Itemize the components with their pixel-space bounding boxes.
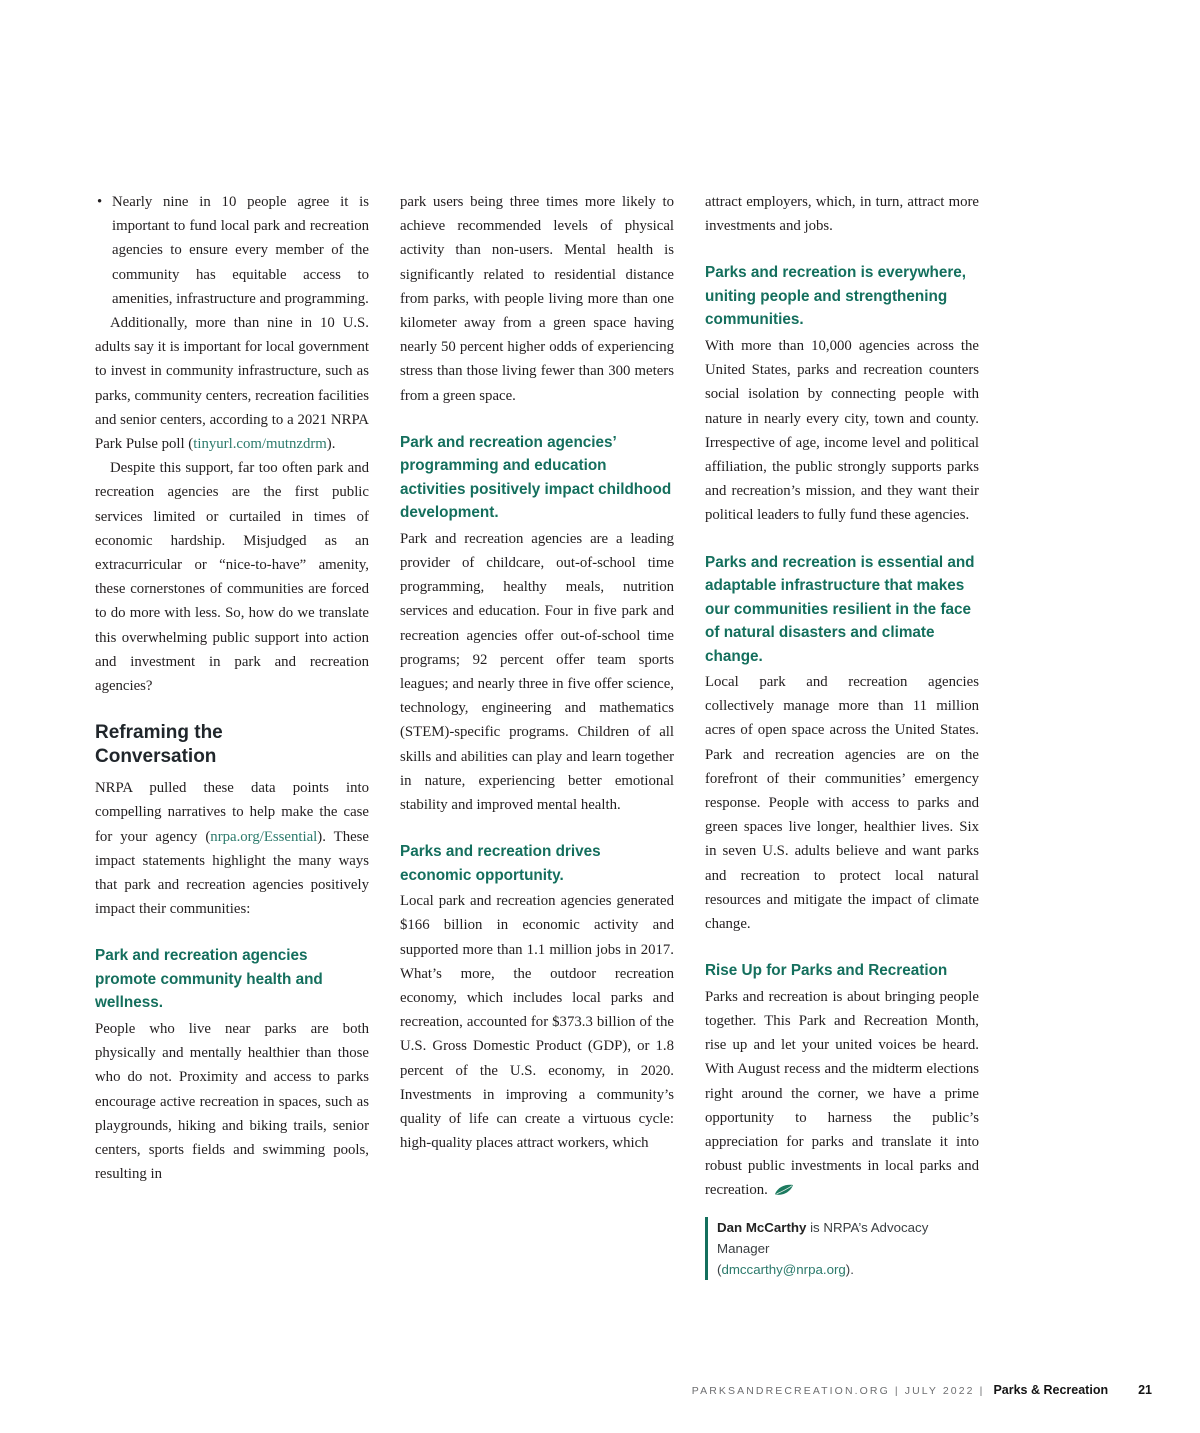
article-columns — [95, 190, 979, 1280]
body-paragraph: With more than 10,000 agencies across the United States, parks and recreation counters social isolation by connecting people with nature in nearly every city, town and county. Irrespective of age, income level and political affiliation, the public strongly supports parks and recreation’s mission, and they want their political leaders to fully fund these agencies. — [705, 337, 979, 524]
body-paragraph — [95, 190, 369, 311]
author-byline — [705, 1217, 979, 1280]
body-paragraph: Local park and recreation agencies collectively manage more than 11 million acres of open space across the United States. Park and recreation agencies are on the forefront of their communities’ emergency response. People with access to parks and green spaces live longer, healthier lives. Six in seven U.S. adults believe and want parks and recreation to protect local natural resources and mitigate the impact of climate change. — [705, 674, 979, 933]
paragraph-text: ). These impact statements highlight the many ways that park and recreation agencies positively impact their communities: — [95, 828, 369, 918]
body-paragraph — [705, 985, 979, 1205]
body-paragraph: Despite this support, far too often park and recreation agencies are the first public services limited or curtailed in times of economic hardship. Misjudged as an extracurricular or “nice-to-have” amenity, these cornerstones of communities are forced to do more with less. So, how do we translate this overwhelming public support into action and investment in park and recreation agencies? — [95, 460, 369, 695]
footer-site-date: PARKSANDRECREATION.ORG | JULY 2022 | — [691, 1385, 985, 1397]
body-paragraph — [95, 311, 369, 456]
page-footer — [0, 1383, 1152, 1397]
paragraph-text: Additionally, more than nine in 10 U.S. adults say it is important for local government to invest in community infrastructure, such as parks, community centers, recreation facilities and senior centers, according to a 2021 NRPA Park Pulse poll ( — [95, 315, 369, 453]
section-heading — [95, 721, 369, 769]
body-paragraph: park users being three times more likely to achieve recommended levels of physical activity than non-users. Mental health is significantly related to residential distance from parks, with people living more than one kilometer away from a green space having nearly 50 percent higher odds of experiencing stress than those living fewer than 300 meters from a green space. — [400, 194, 674, 404]
impact-subheading: Parks and recreation is essential and adaptable infrastructure that makes our communities resilient in the face of natural disasters and climate change. — [705, 553, 975, 665]
column-3 — [705, 190, 979, 1280]
impact-subheading: Parks and recreation drives economic opportunity. — [400, 843, 601, 884]
body-paragraph — [95, 776, 369, 921]
section-heading-line: Conversation — [95, 746, 217, 768]
footer-magazine-name: Parks & Recreation — [993, 1383, 1109, 1397]
body-paragraph: attract employers, which, in turn, attract more investments and jobs. — [705, 194, 979, 235]
impact-subheading: Parks and recreation is everywhere, uniting people and strengthening communities. — [705, 264, 967, 329]
tinyurl-link[interactable]: tinyurl.com/mutnzdrm — [193, 436, 327, 453]
byline-paren: ). — [845, 1261, 854, 1277]
impact-subheading: Park and recreation agencies’ programming and education activities positively impact childhood development. — [400, 433, 672, 522]
column-1 — [95, 190, 369, 1280]
section-heading-line: Reframing the — [95, 722, 223, 744]
byline-paren: ( — [717, 1261, 722, 1277]
paragraph-text: Nearly nine in 10 people agree it is important to fund local park and recreation agencies to ensure every member of the community has equitable access to amenities, infrastructure and programming. — [112, 194, 369, 307]
footer-page-number: 21 — [1138, 1383, 1152, 1397]
column-2 — [400, 190, 674, 1280]
author-title: is NRPA’s Advocacy Manager — [717, 1219, 929, 1256]
body-paragraph: Park and recreation agencies are a leading provider of childcare, out-of-school time programming, healthy meals, nutrition services and education. Four in five park and recreation agencies offer out-of-school time programs; 92 percent offer team sports leagues; and nearly three in five offer science, technology, engineering and mathematics (STEM)-specific programs. Children of all skills and abilities can play and learn together in nature, experiencing better emotional stability and improved mental health. — [400, 530, 674, 814]
body-paragraph: Local park and recreation agencies generated $166 billion in economic activity and supported more than 1.1 million jobs in 2017. What’s more, the outdoor recreation economy, which includes local parks and recreation, accounted for $373.3 billion of the U.S. Gross Domestic Product (GDP), or 1.8 percent of the U.S. economy, in 2020. Investments in improving a community’s quality of life can create a virtuous cycle: high-quality places attract workers, which — [400, 893, 674, 1152]
impact-subheading: Park and recreation agencies promote community health and wellness. — [95, 947, 323, 1012]
author-name: Dan McCarthy — [717, 1219, 807, 1235]
email-link[interactable]: dmccarthy@nrpa.org — [721, 1261, 846, 1277]
paragraph-text: NRPA pulled these data points into compelling narratives to help make the case for your agency ( — [95, 780, 369, 845]
leaf-icon — [773, 1180, 794, 1204]
impact-subheading: Rise Up for Parks and Recreation — [705, 962, 948, 980]
bullet-marker: • — [97, 194, 103, 210]
paragraph-text: ). — [326, 436, 336, 453]
body-paragraph: People who live near parks are both physically and mentally healthier than those who do not. Proximity and access to parks encourage active recreation in spaces, such as playgrounds, hiking and biking trails, senior centers, sports fields and swimming pools, resulting in — [95, 1020, 369, 1183]
nrpa-essential-link[interactable]: nrpa.org/Essential — [210, 828, 318, 845]
paragraph-text: Parks and recreation is about bringing people together. This Park and Recreation Month, rise up and let your united voices be heard. With August recess and the midterm elections right around the corner, we have a prime opportunity to harness the public’s appreciation for parks and translate it into robust public investments in local parks and recreation. — [705, 988, 979, 1199]
